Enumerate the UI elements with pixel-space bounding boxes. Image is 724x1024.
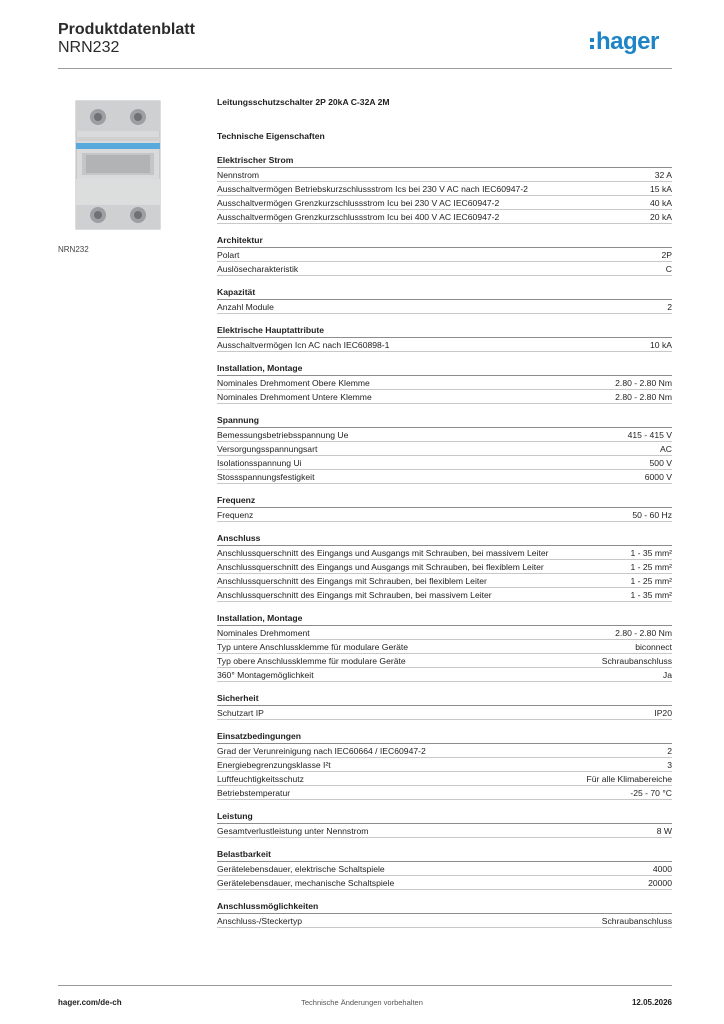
spec-label: Ausschaltvermögen Grenzkurzschlussstrom Icu bei 400 V AC IEC60947-2 xyxy=(217,212,500,222)
spec-row xyxy=(217,456,672,470)
spec-value: Schraubanschluss xyxy=(601,916,672,926)
spec-label: Luftfeuchtigkeitsschutz xyxy=(217,774,304,784)
spec-value: 500 V xyxy=(649,458,672,468)
spec-row xyxy=(217,300,672,314)
spec-label: Isolationsspannung Ui xyxy=(217,458,302,468)
section-title: Leistung xyxy=(217,810,672,824)
section-title: Spannung xyxy=(217,414,672,428)
section-title: Frequenz xyxy=(217,494,672,508)
tech-heading: Technische Eigenschaften xyxy=(217,131,325,141)
spec-row xyxy=(217,914,672,928)
spec-value: 40 kA xyxy=(650,198,672,208)
spec-row xyxy=(217,560,672,574)
spec-value: Ja xyxy=(662,670,672,680)
product-image xyxy=(58,97,204,234)
spec-row xyxy=(217,442,672,456)
spec-value: 10 kA xyxy=(650,340,672,350)
spec-section xyxy=(217,154,672,224)
spec-value: biconnect xyxy=(635,642,672,652)
spec-value: 2.80 - 2.80 Nm xyxy=(615,378,672,388)
spec-value: 1 - 35 mm² xyxy=(630,590,672,600)
spec-row xyxy=(217,210,672,224)
spec-value: Schraubanschluss xyxy=(601,656,672,666)
footer-notice: Technische Änderungen vorbehalten xyxy=(301,998,423,1007)
spec-value: -25 - 70 °C xyxy=(630,788,672,798)
product-image-caption: NRN232 xyxy=(58,245,89,254)
spec-section xyxy=(217,362,672,404)
section-title: Anschlussmöglichkeiten xyxy=(217,900,672,914)
spec-section xyxy=(217,810,672,838)
spec-row xyxy=(217,640,672,654)
section-title: Kapazität xyxy=(217,286,672,300)
spec-label: Nominales Drehmoment Untere Klemme xyxy=(217,392,372,402)
spec-label: Typ untere Anschlussklemme für modulare Geräte xyxy=(217,642,409,652)
spec-section xyxy=(217,324,672,352)
spec-label: Anzahl Module xyxy=(217,302,274,312)
spec-label: Anschlussquerschnitt des Eingangs mit Schrauben, bei flexiblem Leiter xyxy=(217,576,487,586)
spec-label: Gesamtverlustleistung unter Nennstrom xyxy=(217,826,369,836)
spec-value: C xyxy=(665,264,672,274)
spec-section xyxy=(217,494,672,522)
spec-row xyxy=(217,824,672,838)
spec-label: Grad der Verunreinigung nach IEC60664 / IEC60947-2 xyxy=(217,746,426,756)
spec-row xyxy=(217,668,672,682)
spec-label: 360° Montagemöglichkeit xyxy=(217,670,314,680)
spec-section xyxy=(217,848,672,890)
spec-value: 4000 xyxy=(652,864,672,874)
spec-row xyxy=(217,470,672,484)
spec-sheet xyxy=(217,96,672,928)
spec-section xyxy=(217,532,672,602)
spec-value: AC xyxy=(660,444,672,454)
hager-logo: hager xyxy=(590,28,672,58)
section-title: Installation, Montage xyxy=(217,362,672,376)
section-title: Architektur xyxy=(217,234,672,248)
spec-value: 50 - 60 Hz xyxy=(632,510,672,520)
spec-row xyxy=(217,428,672,442)
spec-label: Stossspannungsfestigkeit xyxy=(217,472,315,482)
spec-row xyxy=(217,744,672,758)
spec-row xyxy=(217,338,672,352)
spec-row xyxy=(217,654,672,668)
spec-section xyxy=(217,730,672,800)
spec-label: Betriebstemperatur xyxy=(217,788,291,798)
spec-row xyxy=(217,248,672,262)
spec-label: Anschlussquerschnitt des Eingangs und Ausgangs mit Schrauben, bei massivem Leiter xyxy=(217,548,549,558)
spec-value: 20000 xyxy=(648,878,672,888)
spec-value: 20 kA xyxy=(650,212,672,222)
spec-value: 15 kA xyxy=(650,184,672,194)
footer-website: hager.com/de-ch xyxy=(58,998,122,1007)
spec-sections xyxy=(217,154,672,928)
spec-label: Gerätelebensdauer, mechanische Schaltspiele xyxy=(217,878,395,888)
spec-row xyxy=(217,196,672,210)
spec-value: IP20 xyxy=(654,708,672,718)
spec-row xyxy=(217,772,672,786)
document-title: Produktdatenblatt xyxy=(58,21,195,38)
spec-value: 3 xyxy=(667,760,672,770)
spec-row xyxy=(217,862,672,876)
spec-value: 6000 V xyxy=(644,472,672,482)
spec-label: Nominales Drehmoment Obere Klemme xyxy=(217,378,370,388)
product-code: NRN232 xyxy=(58,39,120,56)
spec-value: 2.80 - 2.80 Nm xyxy=(615,392,672,402)
section-title: Belastbarkeit xyxy=(217,848,672,862)
section-title: Elektrische Hauptattribute xyxy=(217,324,672,338)
spec-label: Energiebegrenzungsklasse I²t xyxy=(217,760,331,770)
spec-row xyxy=(217,574,672,588)
footer-divider xyxy=(58,985,672,986)
spec-label: Nominales Drehmoment xyxy=(217,628,310,638)
spec-label: Anschlussquerschnitt des Eingangs mit Schrauben, bei massivem Leiter xyxy=(217,590,492,600)
spec-value: 2 xyxy=(667,746,672,756)
spec-label: Bemessungsbetriebsspannung Ue xyxy=(217,430,349,440)
spec-value: 2.80 - 2.80 Nm xyxy=(615,628,672,638)
product-name: Leitungsschutzschalter 2P 20kA C-32A 2M xyxy=(217,97,390,107)
spec-row xyxy=(217,786,672,800)
spec-label: Anschlussquerschnitt des Eingangs und Ausgangs mit Schrauben, bei flexiblem Leiter xyxy=(217,562,544,572)
spec-row xyxy=(217,546,672,560)
spec-row xyxy=(217,706,672,720)
spec-section xyxy=(217,612,672,682)
spec-value: 1 - 25 mm² xyxy=(630,562,672,572)
header-divider xyxy=(58,68,672,69)
section-title: Elektrischer Strom xyxy=(217,154,672,168)
spec-label: Schutzart IP xyxy=(217,708,264,718)
spec-value: Für alle Klimabereiche xyxy=(586,774,672,784)
spec-value: 415 - 415 V xyxy=(627,430,672,440)
spec-row xyxy=(217,508,672,522)
section-title: Anschluss xyxy=(217,532,672,546)
spec-label: Nennstrom xyxy=(217,170,260,180)
spec-row xyxy=(217,262,672,276)
section-title: Sicherheit xyxy=(217,692,672,706)
spec-value: 1 - 35 mm² xyxy=(630,548,672,558)
spec-section xyxy=(217,414,672,484)
spec-value: 1 - 25 mm² xyxy=(630,576,672,586)
spec-value: 2P xyxy=(661,250,672,260)
spec-row xyxy=(217,758,672,772)
spec-row xyxy=(217,376,672,390)
spec-section xyxy=(217,692,672,720)
spec-label: Ausschaltvermögen Betriebskurzschlussstrom Ics bei 230 V AC nach IEC60947-2 xyxy=(217,184,528,194)
spec-label: Ausschaltvermögen Grenzkurzschlussstrom Icu bei 230 V AC IEC60947-2 xyxy=(217,198,500,208)
spec-label: Auslösecharakteristik xyxy=(217,264,299,274)
spec-label: Typ obere Anschlussklemme für modulare Geräte xyxy=(217,656,406,666)
spec-label: Frequenz xyxy=(217,510,254,520)
footer-date: 12.05.2026 xyxy=(631,998,672,1007)
spec-row xyxy=(217,168,672,182)
spec-section xyxy=(217,234,672,276)
spec-label: Polart xyxy=(217,250,240,260)
spec-section xyxy=(217,900,672,928)
spec-value: 8 W xyxy=(656,826,672,836)
spec-label: Versorgungsspannungsart xyxy=(217,444,318,454)
spec-row xyxy=(217,182,672,196)
spec-section xyxy=(217,286,672,314)
section-title: Einsatzbedingungen xyxy=(217,730,672,744)
spec-value: 2 xyxy=(667,302,672,312)
spec-value: 32 A xyxy=(654,170,672,180)
spec-row xyxy=(217,588,672,602)
spec-label: Anschluss-/Steckertyp xyxy=(217,916,303,926)
section-title: Installation, Montage xyxy=(217,612,672,626)
spec-row xyxy=(217,876,672,890)
spec-label: Ausschaltvermögen Icn AC nach IEC60898-1 xyxy=(217,340,390,350)
spec-label: Gerätelebensdauer, elektrische Schaltspiele xyxy=(217,864,385,874)
spec-row xyxy=(217,626,672,640)
spec-row xyxy=(217,390,672,404)
